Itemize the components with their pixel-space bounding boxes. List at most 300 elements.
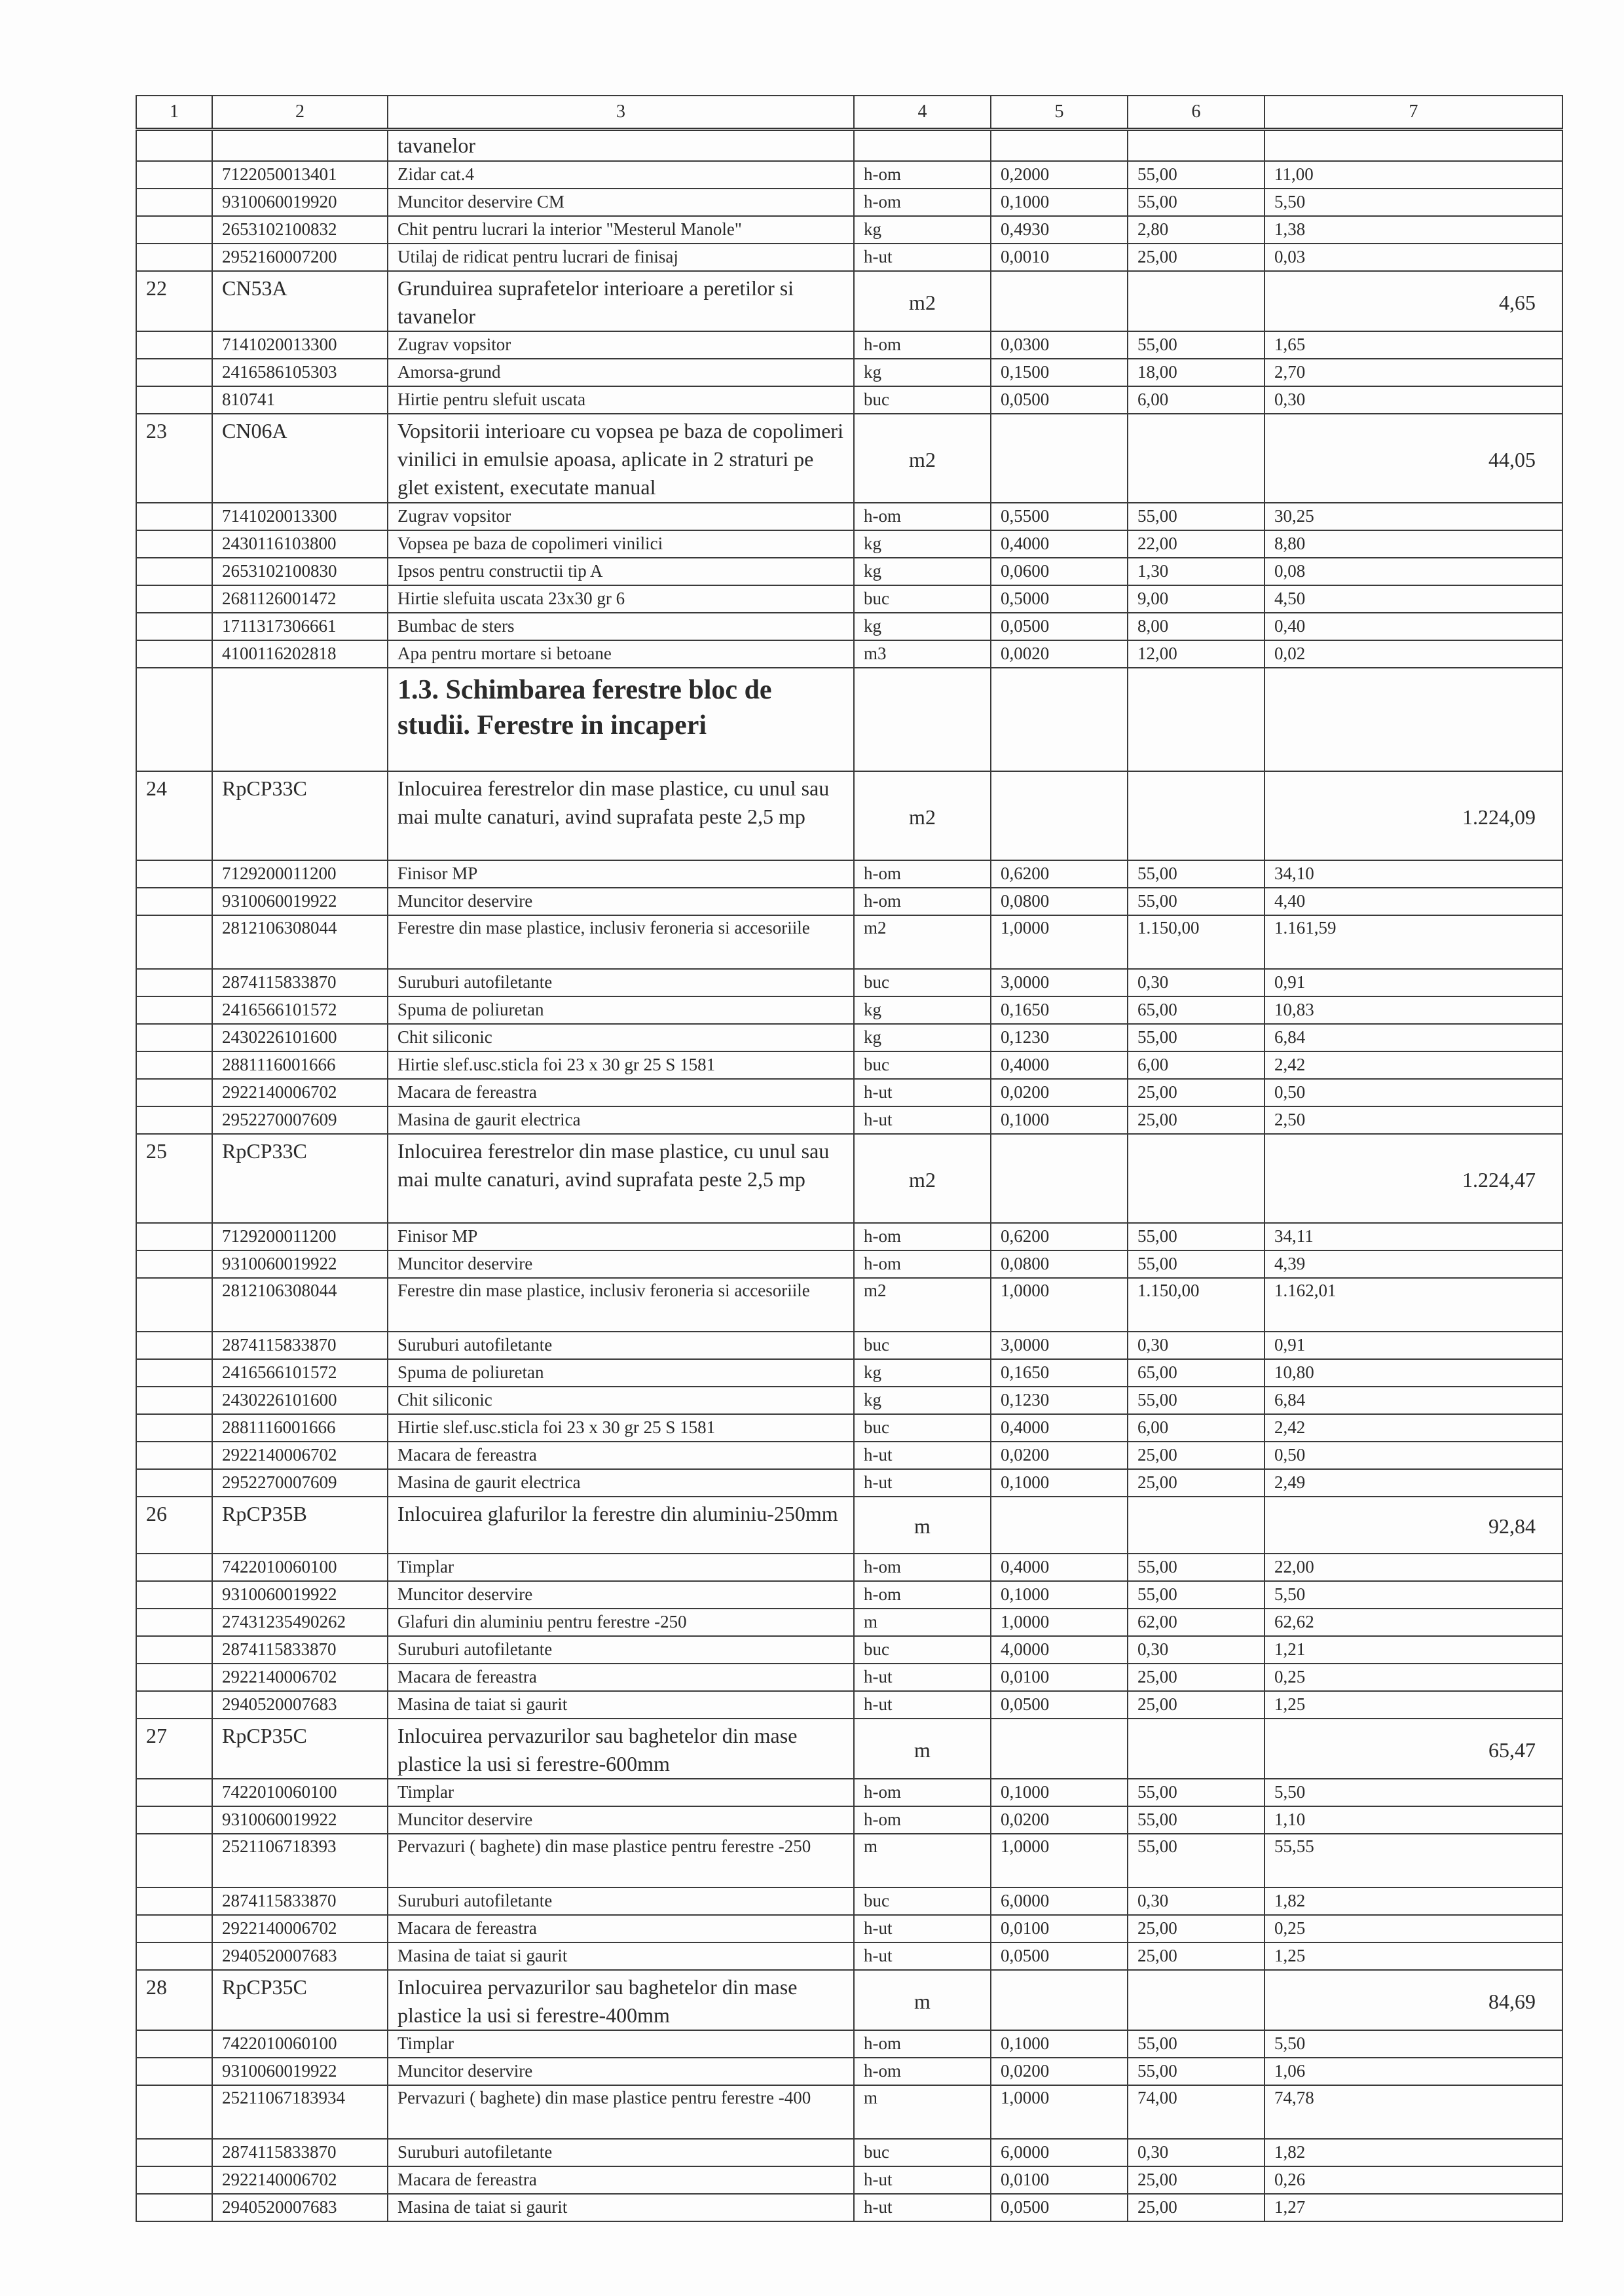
empty-cell bbox=[991, 130, 1128, 162]
resource-total: 2,49 bbox=[1264, 1469, 1562, 1497]
row-number-cell bbox=[136, 1609, 212, 1636]
resource-unit: m bbox=[854, 1609, 991, 1636]
resource-description: Zugrav vopsitor bbox=[388, 503, 854, 530]
resource-unit-price: 6,00 bbox=[1128, 1051, 1264, 1079]
resource-row bbox=[136, 640, 1562, 668]
resource-unit: h-ut bbox=[854, 1664, 991, 1691]
resource-quantity: 1,0000 bbox=[991, 1609, 1128, 1636]
resource-description: Masina de taiat si gaurit bbox=[388, 1691, 854, 1719]
resource-unit-price: 2,80 bbox=[1128, 216, 1264, 244]
resource-total: 1.161,59 bbox=[1264, 915, 1562, 969]
resource-description: Chit siliconic bbox=[388, 1024, 854, 1051]
resource-total: 4,40 bbox=[1264, 888, 1562, 915]
item-description: Inlocuirea pervazurilor sau baghetelor din mase plastice la usi si ferestre-600mm bbox=[388, 1719, 854, 1779]
resource-total: 5,50 bbox=[1264, 1779, 1562, 1806]
empty-cell bbox=[854, 130, 991, 162]
resource-row bbox=[136, 386, 1562, 414]
resource-description: Vopsea pe baza de copolimeri vinilici bbox=[388, 530, 854, 558]
item-price-cell bbox=[1128, 1497, 1264, 1554]
resource-unit-price: 55,00 bbox=[1128, 1779, 1264, 1806]
item-quantity-cell bbox=[991, 1134, 1128, 1223]
resource-unit-price: 55,00 bbox=[1128, 1223, 1264, 1250]
resource-unit-price: 0,30 bbox=[1128, 1636, 1264, 1664]
resource-unit: h-om bbox=[854, 2030, 991, 2058]
resource-row bbox=[136, 2166, 1562, 2194]
resource-total: 0,91 bbox=[1264, 969, 1562, 996]
estimate-table-body bbox=[136, 96, 1562, 2221]
resource-unit-price: 12,00 bbox=[1128, 640, 1264, 668]
row-number-cell bbox=[136, 331, 212, 359]
resource-row bbox=[136, 1051, 1562, 1079]
resource-unit-price: 25,00 bbox=[1128, 1079, 1264, 1106]
resource-code: 2881116001666 bbox=[212, 1051, 388, 1079]
row-number-cell bbox=[136, 530, 212, 558]
resource-unit: kg bbox=[854, 996, 991, 1024]
resource-unit: buc bbox=[854, 386, 991, 414]
resource-row bbox=[136, 161, 1562, 189]
empty-cell bbox=[1264, 130, 1562, 162]
resource-unit: h-ut bbox=[854, 2194, 991, 2221]
resource-unit-price: 65,00 bbox=[1128, 1359, 1264, 1387]
resource-description: Finisor MP bbox=[388, 860, 854, 888]
resource-description: Muncitor deservire bbox=[388, 888, 854, 915]
resource-description: Zidar cat.4 bbox=[388, 161, 854, 189]
resource-code: 2922140006702 bbox=[212, 1915, 388, 1942]
resource-total: 8,80 bbox=[1264, 530, 1562, 558]
item-code: RpCP33C bbox=[212, 1134, 388, 1223]
resource-total: 34,10 bbox=[1264, 860, 1562, 888]
resource-description: Macara de fereastra bbox=[388, 1915, 854, 1942]
row-number-cell bbox=[136, 888, 212, 915]
resource-row bbox=[136, 244, 1562, 271]
resource-unit-price: 0,30 bbox=[1128, 1332, 1264, 1359]
resource-code: 2874115833870 bbox=[212, 969, 388, 996]
resource-unit-price: 25,00 bbox=[1128, 1469, 1264, 1497]
item-unit: m2 bbox=[854, 271, 991, 331]
resource-code: 2416566101572 bbox=[212, 996, 388, 1024]
resource-quantity: 0,1000 bbox=[991, 1779, 1128, 1806]
item-price-cell bbox=[1128, 1134, 1264, 1223]
resource-unit-price: 25,00 bbox=[1128, 244, 1264, 271]
resource-unit: kg bbox=[854, 359, 991, 386]
resource-unit-price: 55,00 bbox=[1128, 503, 1264, 530]
resource-unit: buc bbox=[854, 1636, 991, 1664]
resource-unit-price: 55,00 bbox=[1128, 1024, 1264, 1051]
resource-total: 0,50 bbox=[1264, 1079, 1562, 1106]
work-item-row bbox=[136, 1134, 1562, 1223]
row-number-cell bbox=[136, 1079, 212, 1106]
resource-quantity: 1,0000 bbox=[991, 2085, 1128, 2139]
resource-quantity: 4,0000 bbox=[991, 1636, 1128, 1664]
resource-code: 810741 bbox=[212, 386, 388, 414]
resource-unit: h-ut bbox=[854, 1469, 991, 1497]
resource-description: Spuma de poliuretan bbox=[388, 996, 854, 1024]
column-number-header bbox=[136, 96, 1562, 130]
resource-total: 1,21 bbox=[1264, 1636, 1562, 1664]
resource-total: 0,40 bbox=[1264, 613, 1562, 640]
row-number-cell bbox=[136, 1278, 212, 1332]
resource-code: 2416566101572 bbox=[212, 1359, 388, 1387]
row-number-cell bbox=[136, 1887, 212, 1915]
resource-quantity: 0,1000 bbox=[991, 1106, 1128, 1134]
empty-cell bbox=[136, 668, 212, 771]
row-number-cell bbox=[136, 2030, 212, 2058]
resource-unit-price: 18,00 bbox=[1128, 359, 1264, 386]
work-item-row bbox=[136, 414, 1562, 503]
resource-total: 5,50 bbox=[1264, 2030, 1562, 2058]
resource-total: 1,82 bbox=[1264, 2139, 1562, 2166]
resource-unit-price: 55,00 bbox=[1128, 1581, 1264, 1609]
empty-cell bbox=[212, 668, 388, 771]
resource-unit: buc bbox=[854, 1414, 991, 1442]
resource-unit: h-ut bbox=[854, 1442, 991, 1469]
row-number-cell bbox=[136, 585, 212, 613]
resource-code: 7422010060100 bbox=[212, 2030, 388, 2058]
item-unit: m bbox=[854, 1970, 991, 2030]
resource-unit-price: 55,00 bbox=[1128, 161, 1264, 189]
resource-description: Suruburi autofiletante bbox=[388, 1887, 854, 1915]
row-number-cell bbox=[136, 1915, 212, 1942]
resource-unit: h-om bbox=[854, 1806, 991, 1834]
resource-code: 7141020013300 bbox=[212, 503, 388, 530]
resource-total: 10,83 bbox=[1264, 996, 1562, 1024]
resource-code: 7129200011200 bbox=[212, 1223, 388, 1250]
resource-unit-price: 55,00 bbox=[1128, 2030, 1264, 2058]
resource-row bbox=[136, 1887, 1562, 1915]
resource-description: Pervazuri ( baghete) din mase plastice pentru ferestre -250 bbox=[388, 1834, 854, 1887]
item-number: 25 bbox=[136, 1134, 212, 1223]
resource-unit: h-om bbox=[854, 860, 991, 888]
resource-total: 0,26 bbox=[1264, 2166, 1562, 2194]
empty-cell bbox=[1128, 668, 1264, 771]
item-unit: m bbox=[854, 1497, 991, 1554]
resource-description: Muncitor deservire bbox=[388, 1581, 854, 1609]
resource-row bbox=[136, 1359, 1562, 1387]
resource-unit-price: 1.150,00 bbox=[1128, 915, 1264, 969]
resource-unit-price: 6,00 bbox=[1128, 1414, 1264, 1442]
header-cell: 2 bbox=[212, 96, 388, 130]
resource-quantity: 0,0200 bbox=[991, 1442, 1128, 1469]
resource-unit-price: 55,00 bbox=[1128, 1554, 1264, 1581]
resource-total: 1,25 bbox=[1264, 1691, 1562, 1719]
resource-total: 0,03 bbox=[1264, 244, 1562, 271]
resource-code: 7141020013300 bbox=[212, 331, 388, 359]
resource-row bbox=[136, 2085, 1562, 2139]
resource-unit: kg bbox=[854, 530, 991, 558]
resource-row bbox=[136, 1636, 1562, 1664]
resource-code: 9310060019922 bbox=[212, 1250, 388, 1278]
resource-unit: h-ut bbox=[854, 1691, 991, 1719]
resource-total: 4,50 bbox=[1264, 585, 1562, 613]
row-number-cell bbox=[136, 640, 212, 668]
row-number-cell bbox=[136, 1250, 212, 1278]
resource-quantity: 0,4000 bbox=[991, 530, 1128, 558]
resource-unit-price: 55,00 bbox=[1128, 189, 1264, 216]
resource-unit: kg bbox=[854, 613, 991, 640]
resource-unit: h-om bbox=[854, 1581, 991, 1609]
resource-description: Macara de fereastra bbox=[388, 1442, 854, 1469]
empty-cell bbox=[854, 668, 991, 771]
section-title: 1.3. Schimbarea ferestre bloc de studii. Ferestre in incaperi bbox=[388, 668, 854, 771]
resource-total: 0,91 bbox=[1264, 1332, 1562, 1359]
item-quantity-cell bbox=[991, 1719, 1128, 1779]
row-number-cell bbox=[136, 386, 212, 414]
empty-cell bbox=[1264, 668, 1562, 771]
resource-code: 9310060019922 bbox=[212, 888, 388, 915]
row-number-cell bbox=[136, 1414, 212, 1442]
resource-total: 1,65 bbox=[1264, 331, 1562, 359]
item-code: CN06A bbox=[212, 414, 388, 503]
work-item-row bbox=[136, 1719, 1562, 1779]
work-item-row bbox=[136, 771, 1562, 860]
resource-unit-price: 25,00 bbox=[1128, 2166, 1264, 2194]
resource-code: 2940520007683 bbox=[212, 1942, 388, 1970]
resource-code: 2430226101600 bbox=[212, 1024, 388, 1051]
item-code: RpCP35C bbox=[212, 1970, 388, 2030]
resource-code: 1711317306661 bbox=[212, 613, 388, 640]
row-number-cell bbox=[136, 2085, 212, 2139]
resource-code: 2922140006702 bbox=[212, 1664, 388, 1691]
resource-quantity: 0,1650 bbox=[991, 1359, 1128, 1387]
resource-unit: kg bbox=[854, 1024, 991, 1051]
row-number-cell bbox=[136, 1664, 212, 1691]
item-price-cell bbox=[1128, 1970, 1264, 2030]
resource-quantity: 0,1230 bbox=[991, 1024, 1128, 1051]
resource-quantity: 0,4930 bbox=[991, 216, 1128, 244]
row-number-cell bbox=[136, 1942, 212, 1970]
resource-unit: kg bbox=[854, 216, 991, 244]
resource-code: 2952270007609 bbox=[212, 1106, 388, 1134]
resource-code: 2874115833870 bbox=[212, 1332, 388, 1359]
header-cell: 3 bbox=[388, 96, 854, 130]
resource-description: Glafuri din aluminiu pentru ferestre -250 bbox=[388, 1609, 854, 1636]
resource-unit-price: 55,00 bbox=[1128, 888, 1264, 915]
item-quantity-cell bbox=[991, 271, 1128, 331]
row-number-cell bbox=[136, 1834, 212, 1887]
resource-code: 2940520007683 bbox=[212, 1691, 388, 1719]
resource-code: 9310060019922 bbox=[212, 1806, 388, 1834]
resource-code: 7422010060100 bbox=[212, 1779, 388, 1806]
resource-code: 27431235490262 bbox=[212, 1609, 388, 1636]
resource-quantity: 0,5000 bbox=[991, 585, 1128, 613]
item-description: Inlocuirea glafurilor la ferestre din aluminiu-250mm bbox=[388, 1497, 854, 1554]
resource-total: 4,39 bbox=[1264, 1250, 1562, 1278]
resource-description: Spuma de poliuretan bbox=[388, 1359, 854, 1387]
resource-quantity: 0,1000 bbox=[991, 1469, 1128, 1497]
resource-row bbox=[136, 503, 1562, 530]
estimate-table bbox=[136, 95, 1563, 2222]
resource-code: 2874115833870 bbox=[212, 2139, 388, 2166]
resource-unit-price: 25,00 bbox=[1128, 1442, 1264, 1469]
resource-code: 2812106308044 bbox=[212, 915, 388, 969]
row-number-cell bbox=[136, 996, 212, 1024]
resource-code: 2874115833870 bbox=[212, 1887, 388, 1915]
resource-unit-price: 0,30 bbox=[1128, 969, 1264, 996]
resource-unit: h-ut bbox=[854, 1106, 991, 1134]
resource-total: 34,11 bbox=[1264, 1223, 1562, 1250]
resource-unit: h-ut bbox=[854, 1915, 991, 1942]
row-number-cell bbox=[136, 2139, 212, 2166]
resource-unit-price: 25,00 bbox=[1128, 2194, 1264, 2221]
resource-unit: m bbox=[854, 1834, 991, 1887]
continuation-row bbox=[136, 130, 1562, 162]
item-code: RpCP33C bbox=[212, 771, 388, 860]
resource-total: 55,55 bbox=[1264, 1834, 1562, 1887]
resource-quantity: 0,0200 bbox=[991, 1079, 1128, 1106]
resource-unit-price: 55,00 bbox=[1128, 860, 1264, 888]
resource-quantity: 0,0800 bbox=[991, 888, 1128, 915]
item-total: 44,05 bbox=[1264, 414, 1562, 503]
resource-quantity: 0,0100 bbox=[991, 1664, 1128, 1691]
item-quantity-cell bbox=[991, 771, 1128, 860]
resource-row bbox=[136, 2030, 1562, 2058]
resource-row bbox=[136, 1079, 1562, 1106]
resource-total: 6,84 bbox=[1264, 1024, 1562, 1051]
resource-code: 2653102100830 bbox=[212, 558, 388, 585]
item-number: 27 bbox=[136, 1719, 212, 1779]
row-number-cell bbox=[136, 1469, 212, 1497]
row-number-cell bbox=[136, 216, 212, 244]
resource-unit-price: 55,00 bbox=[1128, 1250, 1264, 1278]
resource-total: 1,10 bbox=[1264, 1806, 1562, 1834]
resource-quantity: 6,0000 bbox=[991, 2139, 1128, 2166]
resource-unit-price: 74,00 bbox=[1128, 2085, 1264, 2139]
resource-total: 1.162,01 bbox=[1264, 1278, 1562, 1332]
resource-description: Ferestre din mase plastice, inclusiv feroneria si accesoriile bbox=[388, 1278, 854, 1332]
item-code: RpCP35B bbox=[212, 1497, 388, 1554]
row-number-cell bbox=[136, 1223, 212, 1250]
item-description: Inlocuirea pervazurilor sau baghetelor din mase plastice la usi si ferestre-400mm bbox=[388, 1970, 854, 2030]
resource-row bbox=[136, 530, 1562, 558]
row-number-cell bbox=[136, 1051, 212, 1079]
resource-total: 2,50 bbox=[1264, 1106, 1562, 1134]
resource-unit: h-om bbox=[854, 888, 991, 915]
resource-description: Hirtie slef.usc.sticla foi 23 x 30 gr 25 S 1581 bbox=[388, 1051, 854, 1079]
row-number-cell bbox=[136, 244, 212, 271]
resource-description: Timplar bbox=[388, 1779, 854, 1806]
resource-total: 2,70 bbox=[1264, 359, 1562, 386]
resource-code: 2521106718393 bbox=[212, 1834, 388, 1887]
resource-row bbox=[136, 1581, 1562, 1609]
resource-quantity: 0,6200 bbox=[991, 1223, 1128, 1250]
resource-quantity: 0,0600 bbox=[991, 558, 1128, 585]
resource-total: 1,82 bbox=[1264, 1887, 1562, 1915]
resource-row bbox=[136, 1250, 1562, 1278]
resource-quantity: 0,5500 bbox=[991, 503, 1128, 530]
resource-description: Finisor MP bbox=[388, 1223, 854, 1250]
resource-description: Suruburi autofiletante bbox=[388, 1332, 854, 1359]
resource-description: Timplar bbox=[388, 2030, 854, 2058]
resource-quantity: 0,1650 bbox=[991, 996, 1128, 1024]
resource-quantity: 0,4000 bbox=[991, 1051, 1128, 1079]
resource-unit-price: 25,00 bbox=[1128, 1664, 1264, 1691]
resource-quantity: 0,0100 bbox=[991, 1915, 1128, 1942]
resource-code: 7129200011200 bbox=[212, 860, 388, 888]
resource-quantity: 0,1000 bbox=[991, 1581, 1128, 1609]
row-number-cell bbox=[136, 1581, 212, 1609]
row-number-cell bbox=[136, 1024, 212, 1051]
resource-total: 1,27 bbox=[1264, 2194, 1562, 2221]
resource-row bbox=[136, 1779, 1562, 1806]
resource-total: 0,08 bbox=[1264, 558, 1562, 585]
resource-unit-price: 25,00 bbox=[1128, 1942, 1264, 1970]
resource-code: 9310060019920 bbox=[212, 189, 388, 216]
row-number-cell bbox=[136, 1106, 212, 1134]
resource-unit: buc bbox=[854, 1332, 991, 1359]
item-description: Grunduirea suprafetelor interioare a peretilor si tavanelor bbox=[388, 271, 854, 331]
resource-code: 2653102100832 bbox=[212, 216, 388, 244]
resource-total: 2,42 bbox=[1264, 1414, 1562, 1442]
resource-row bbox=[136, 2194, 1562, 2221]
resource-total: 11,00 bbox=[1264, 161, 1562, 189]
item-quantity-cell bbox=[991, 1497, 1128, 1554]
header-cell: 5 bbox=[991, 96, 1128, 130]
resource-description: Zugrav vopsitor bbox=[388, 331, 854, 359]
resource-unit: buc bbox=[854, 1887, 991, 1915]
row-number-cell bbox=[136, 1387, 212, 1414]
header-cell: 6 bbox=[1128, 96, 1264, 130]
resource-total: 22,00 bbox=[1264, 1554, 1562, 1581]
resource-quantity: 0,4000 bbox=[991, 1554, 1128, 1581]
resource-code: 7122050013401 bbox=[212, 161, 388, 189]
resource-code: 2416586105303 bbox=[212, 359, 388, 386]
resource-total: 5,50 bbox=[1264, 1581, 1562, 1609]
resource-quantity: 0,0800 bbox=[991, 1250, 1128, 1278]
resource-unit: buc bbox=[854, 585, 991, 613]
resource-description: Ferestre din mase plastice, inclusiv feroneria si accesoriile bbox=[388, 915, 854, 969]
resource-code: 2430226101600 bbox=[212, 1387, 388, 1414]
resource-description: Masina de gaurit electrica bbox=[388, 1469, 854, 1497]
row-number-cell bbox=[136, 969, 212, 996]
resource-description: Bumbac de sters bbox=[388, 613, 854, 640]
resource-unit: m3 bbox=[854, 640, 991, 668]
resource-row bbox=[136, 996, 1562, 1024]
resource-unit-price: 55,00 bbox=[1128, 2058, 1264, 2085]
resource-description: Hirtie pentru slefuit uscata bbox=[388, 386, 854, 414]
resource-unit: h-om bbox=[854, 189, 991, 216]
resource-unit-price: 6,00 bbox=[1128, 386, 1264, 414]
item-total: 65,47 bbox=[1264, 1719, 1562, 1779]
resource-row bbox=[136, 1223, 1562, 1250]
item-price-cell bbox=[1128, 771, 1264, 860]
resource-quantity: 0,0200 bbox=[991, 1806, 1128, 1834]
resource-row bbox=[136, 1609, 1562, 1636]
resource-unit-price: 0,30 bbox=[1128, 2139, 1264, 2166]
resource-quantity: 0,2000 bbox=[991, 161, 1128, 189]
resource-unit: h-om bbox=[854, 331, 991, 359]
resource-row bbox=[136, 1942, 1562, 1970]
item-total: 84,69 bbox=[1264, 1970, 1562, 2030]
resource-quantity: 3,0000 bbox=[991, 1332, 1128, 1359]
resource-total: 0,30 bbox=[1264, 386, 1562, 414]
resource-description: Suruburi autofiletante bbox=[388, 2139, 854, 2166]
resource-unit: h-om bbox=[854, 503, 991, 530]
resource-row bbox=[136, 613, 1562, 640]
row-number-cell bbox=[136, 860, 212, 888]
resource-code: 2681126001472 bbox=[212, 585, 388, 613]
resource-quantity: 0,4000 bbox=[991, 1414, 1128, 1442]
resource-description: Hirtie slef.usc.sticla foi 23 x 30 gr 25 S 1581 bbox=[388, 1414, 854, 1442]
item-price-cell bbox=[1128, 271, 1264, 331]
resource-description: Macara de fereastra bbox=[388, 2166, 854, 2194]
work-item-row bbox=[136, 1970, 1562, 2030]
resource-row bbox=[136, 1332, 1562, 1359]
row-number-cell bbox=[136, 1806, 212, 1834]
row-number-cell bbox=[136, 2166, 212, 2194]
resource-description: Hirtie slefuita uscata 23x30 gr 6 bbox=[388, 585, 854, 613]
resource-total: 1,06 bbox=[1264, 2058, 1562, 2085]
resource-unit: h-ut bbox=[854, 1079, 991, 1106]
